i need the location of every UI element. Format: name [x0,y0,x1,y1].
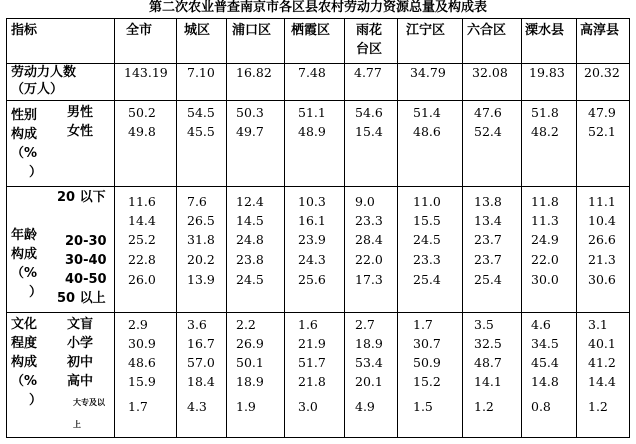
header-col: 六合区 [467,23,507,38]
gender-value: 48.6 [413,124,441,139]
gender-label: 构成 [11,127,38,142]
labor-value: 16.82 [236,65,272,80]
age-value: 22.0 [531,252,559,267]
age-value: 14.5 [236,213,264,228]
edu-value: 48.7 [474,355,502,370]
gender-label: ） [29,165,43,180]
edu-value: 14.4 [588,374,616,389]
edu-value: 18.9 [236,374,264,389]
edu-label: （% [11,374,38,389]
labor-value: 143.19 [124,65,168,80]
edu-value: 15.2 [413,374,441,389]
gender-value: 48.2 [531,124,559,139]
edu-value: 1.5 [413,399,433,414]
gender-label: （% [11,146,38,161]
edu-value: 1.7 [413,317,433,332]
age-value: 26.5 [187,213,215,228]
age-value: 13.8 [474,194,502,209]
age-value: 24.5 [236,272,264,287]
header-col: 高淳县 [580,23,620,38]
edu-label: 文化 [11,317,38,332]
gender-value: 48.9 [298,124,326,139]
col-divider [344,19,345,437]
edu-label: ） [29,393,43,408]
header-col: 全市 [126,23,153,38]
labor-value: 4.77 [354,65,382,80]
edu-value: 40.1 [588,336,616,351]
age-value: 23.3 [413,252,441,267]
age-value: 11.6 [128,194,156,209]
gender-value: 51.8 [531,105,559,120]
edu-value: 2.7 [355,317,375,332]
edu-value: 3.5 [474,317,494,332]
age-value: 21.3 [588,252,616,267]
edu-value: 50.1 [236,355,264,370]
edu-value: 41.2 [588,355,616,370]
age-value: 9.0 [355,194,375,209]
age-value: 30.6 [588,272,616,287]
gender-sub: 女性 [67,124,94,139]
age-value: 25.6 [298,272,326,287]
age-value: 26.0 [128,272,156,287]
edu-value: 50.9 [413,355,441,370]
edu-label: 构成 [11,355,38,370]
age-value: 13.9 [187,272,215,287]
age-value: 7.6 [187,194,207,209]
edu-value: 45.4 [531,355,559,370]
col-divider [397,19,398,437]
edu-value: 14.1 [474,374,502,389]
edu-sub: 高中 [67,374,94,389]
age-value: 11.3 [531,213,559,228]
edu-value: 57.0 [187,355,215,370]
edu-value: 4.3 [187,399,207,414]
edu-value: 21.8 [298,374,326,389]
col-divider [284,19,285,437]
labor-value: 7.10 [187,65,215,80]
edu-value: 53.4 [355,355,383,370]
gender-value: 54.6 [355,105,383,120]
age-value: 28.4 [355,232,383,247]
header-col: 溧水县 [525,23,565,38]
age-value: 24.9 [531,232,559,247]
gender-value: 47.9 [588,105,616,120]
age-value: 14.4 [128,213,156,228]
edu-value: 15.9 [128,374,156,389]
gender-value: 52.1 [588,124,616,139]
gender-value: 45.5 [187,124,215,139]
row-divider [7,186,629,187]
age-value: 11.1 [588,194,616,209]
edu-sub: 小学 [67,336,94,351]
edu-value: 16.7 [187,336,215,351]
labor-value: 34.79 [410,65,446,80]
edu-sub: 上 [73,420,81,429]
age-value: 25.4 [413,272,441,287]
age-value: 23.7 [474,232,502,247]
edu-value: 2.2 [236,317,256,332]
age-value: 16.1 [298,213,326,228]
col-divider [226,19,227,437]
age-value: 11.0 [413,194,441,209]
age-value: 20.2 [187,252,215,267]
labor-value: 7.48 [298,65,326,80]
gender-value: 50.2 [128,105,156,120]
edu-value: 2.9 [128,317,148,332]
gender-value: 52.4 [474,124,502,139]
age-label: 构成 [11,247,38,262]
age-value: 25.2 [128,232,156,247]
header-col: 台区 [356,42,383,57]
edu-value: 0.8 [531,399,551,414]
edu-value: 30.9 [128,336,156,351]
header-col: 栖霞区 [291,23,331,38]
age-value: 17.3 [355,272,383,287]
gender-value: 54.5 [187,105,215,120]
row-divider [7,312,629,313]
age-value: 24.3 [298,252,326,267]
age-sub: 20-30 [65,234,107,249]
gender-value: 51.4 [413,105,441,120]
edu-value: 1.7 [128,399,148,414]
age-value: 24.5 [413,232,441,247]
labor-resource-table [6,18,630,438]
edu-value: 4.9 [355,399,375,414]
gender-value: 15.4 [355,124,383,139]
header-col: 江宁区 [406,23,446,38]
age-value: 13.4 [474,213,502,228]
edu-value: 14.8 [531,374,559,389]
col-divider [176,19,177,437]
header-col: 浦口区 [232,23,272,38]
edu-value: 1.9 [236,399,256,414]
edu-sub: 文盲 [67,317,94,332]
age-label: ） [29,285,43,300]
col-divider [521,19,522,437]
age-value: 23.8 [236,252,264,267]
edu-value: 3.1 [588,317,608,332]
age-value: 30.0 [531,272,559,287]
edu-label: 程度 [11,336,38,351]
age-value: 26.6 [588,232,616,247]
header-col: 雨花 [356,23,383,38]
edu-value: 20.1 [355,374,383,389]
gender-sub: 男性 [67,105,94,120]
gender-value: 47.6 [474,105,502,120]
labor-value: 20.32 [584,65,620,80]
edu-value: 18.9 [355,336,383,351]
age-value: 22.0 [355,252,383,267]
age-value: 23.3 [355,213,383,228]
edu-value: 34.5 [531,336,559,351]
edu-value: 30.7 [413,336,441,351]
labor-unit: （万人） [11,82,64,97]
edu-value: 26.9 [236,336,264,351]
age-value: 15.5 [413,213,441,228]
age-value: 24.8 [236,232,264,247]
edu-value: 18.4 [187,374,215,389]
edu-value: 48.6 [128,355,156,370]
age-value: 12.4 [236,194,264,209]
edu-value: 32.5 [474,336,502,351]
age-sub: 20 以下 [57,190,106,205]
labor-value: 32.08 [472,65,508,80]
edu-value: 4.6 [531,317,551,332]
edu-value: 1.2 [588,399,608,414]
age-value: 31.8 [187,232,215,247]
age-value: 11.8 [531,194,559,209]
age-value: 25.4 [474,272,502,287]
labor-value: 19.83 [529,65,565,80]
labor-label: 劳动力人数 [11,65,77,80]
age-sub: 40-50 [65,272,107,287]
row-divider [7,100,629,101]
age-value: 10.4 [588,213,616,228]
age-label: 年龄 [11,228,38,243]
gender-label: 性别 [11,108,38,123]
edu-value: 21.9 [298,336,326,351]
edu-value: 1.6 [298,317,318,332]
edu-sub: 大专及以 [73,398,105,407]
age-value: 22.8 [128,252,156,267]
age-value: 10.3 [298,194,326,209]
edu-value: 3.0 [298,399,318,414]
age-sub: 50 以上 [57,291,106,306]
header-indicator: 指标 [11,23,38,38]
age-label: （% [11,266,38,281]
gender-value: 51.1 [298,105,326,120]
edu-sub: 初中 [67,355,94,370]
gender-value: 49.7 [236,124,264,139]
age-sub: 30-40 [65,253,107,268]
age-value: 23.7 [474,252,502,267]
age-value: 23.9 [298,232,326,247]
col-divider [114,19,115,437]
edu-value: 3.6 [187,317,207,332]
gender-value: 50.3 [236,105,264,120]
col-divider [576,19,577,437]
gender-value: 49.8 [128,124,156,139]
header-col: 城区 [184,23,211,38]
page-title: 第二次农业普查南京市各区县农村劳动力资源总量及构成表 [148,0,487,15]
col-divider [462,19,463,437]
edu-value: 1.2 [474,399,494,414]
edu-value: 51.7 [298,355,326,370]
